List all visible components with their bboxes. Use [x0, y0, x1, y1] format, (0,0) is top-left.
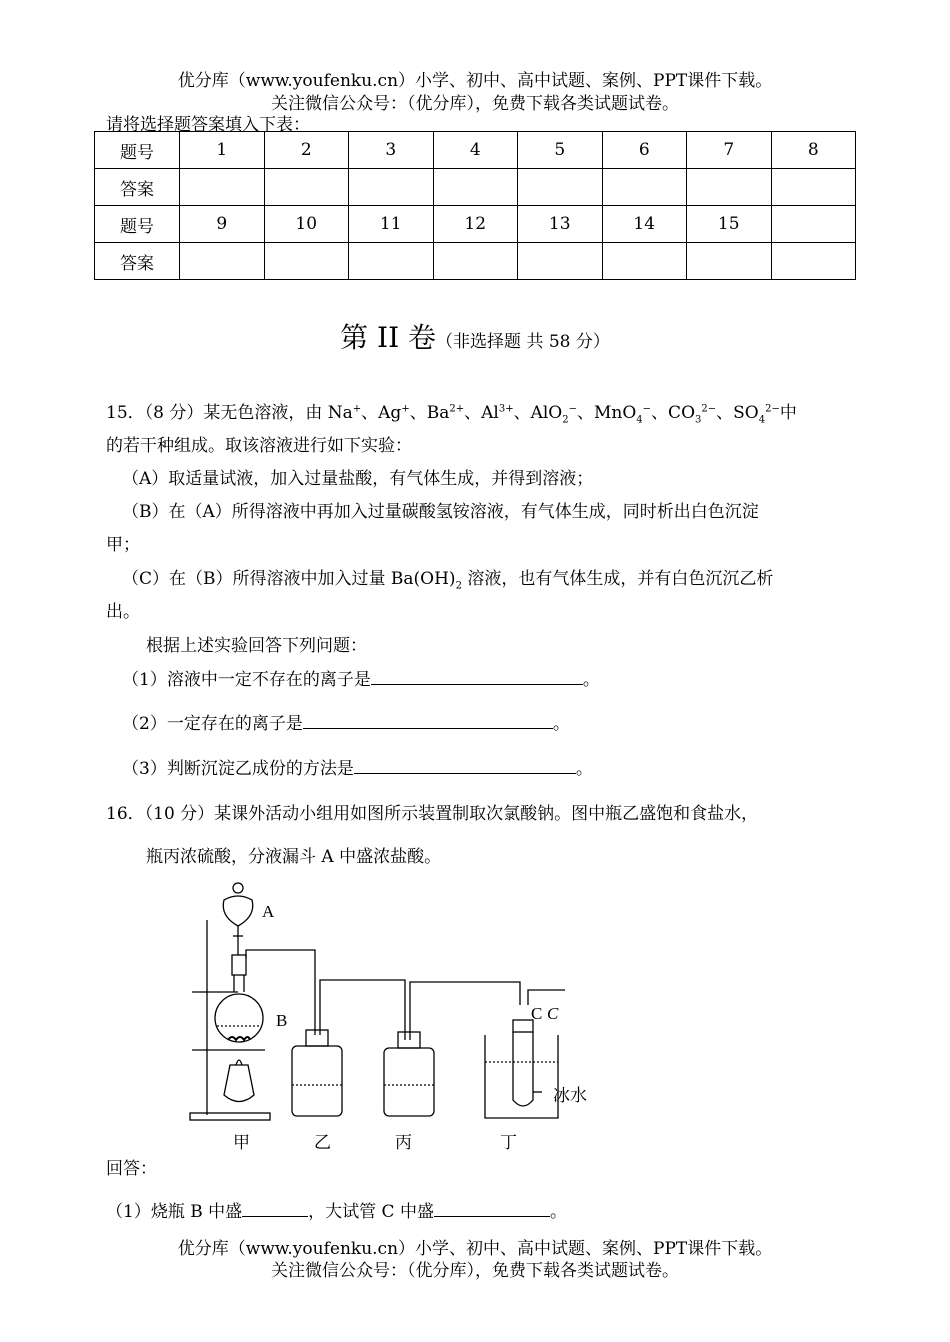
- answer-cell[interactable]: [433, 243, 518, 280]
- bottle-bing: [384, 1048, 434, 1116]
- question-number-cell: 13: [518, 206, 603, 243]
- label-yi: 乙: [314, 1133, 331, 1152]
- question-number-cell: 11: [349, 206, 434, 243]
- question-number-cell: 3: [349, 132, 434, 169]
- answer-cell[interactable]: [349, 243, 434, 280]
- question-number-cell: 4: [433, 132, 518, 169]
- section-title-main: 第 II 卷: [340, 321, 437, 354]
- funnel-stopper: [233, 883, 243, 893]
- label-ding: 丁: [500, 1133, 517, 1152]
- q15-line-2: 的若干种组成。取该溶液进行如下实验：: [106, 436, 412, 456]
- answer-cell[interactable]: [518, 243, 603, 280]
- label-tube-c-2: C: [547, 1004, 559, 1023]
- bottle-yi-stopper: [306, 1030, 328, 1046]
- bottle-yi: [292, 1046, 342, 1116]
- q15-step-a: （A）取适量试液，加入过量盐酸，有气体生成，并得到溶液；: [122, 469, 594, 489]
- question-number-cell: 6: [602, 132, 687, 169]
- answer-cell[interactable]: [180, 169, 265, 206]
- q15-question-1: （1）溶液中一定不存在的离子是 。: [122, 665, 600, 690]
- bottle-bing-stopper: [398, 1032, 420, 1048]
- answer-cell[interactable]: [771, 169, 856, 206]
- tube-2: [320, 980, 405, 1040]
- q16-question-1: （1）烧瓶 B 中盛 ，大试管 C 中盛 。: [106, 1197, 567, 1222]
- header-line-1: 优分库（www.youfenku.cn）小学、初中、高中试题、案例、PPT课件下载。: [177, 71, 773, 91]
- row-label: 题号: [95, 206, 180, 243]
- answer-blank[interactable]: [371, 666, 583, 685]
- question-number-cell: 12: [433, 206, 518, 243]
- question-number-cell: 10: [264, 206, 349, 243]
- question-number-cell: 14: [602, 206, 687, 243]
- q15-intro: 15．（8 分）某无色溶液，由 Na+、Ag+、$Ba^{2+}$、$Al^{3+}$、AlO$_2$−、MnO$_4$−、$CO_3^{2-}$、$SO_4^{2-}$中: [106, 403, 797, 426]
- label-tube-c: C: [531, 1004, 543, 1023]
- table-row: [95, 243, 856, 280]
- table-row: [95, 206, 856, 243]
- table-row: [95, 169, 856, 206]
- answer-cell[interactable]: [349, 169, 434, 206]
- q15-step-b-2: 甲；: [106, 535, 140, 555]
- answer-cell[interactable]: [602, 243, 687, 280]
- answer-table: [94, 131, 856, 280]
- answer-cell[interactable]: [264, 243, 349, 280]
- label-flask-b: B: [276, 1011, 288, 1030]
- answer-cell[interactable]: [771, 243, 856, 280]
- label-ice-water: 冰水: [553, 1086, 587, 1105]
- q15-question-3: （3）判断沉淀乙成份的方法是 。: [122, 754, 593, 779]
- q15-question-2: （2）一定存在的离子是 。: [122, 709, 570, 734]
- row-label: 题号: [95, 132, 180, 169]
- q15-step-b-1: （B）在（A）所得溶液中再加入过量碳酸氢铵溶液，有气体生成，同时析出白色沉淀: [122, 502, 759, 522]
- q16-line-1: 16．（10 分）某课外活动小组用如图所示装置制取次氯酸钠。图中瓶乙盛饱和食盐水，: [106, 804, 759, 824]
- section-title: [0, 316, 950, 356]
- answer-cell[interactable]: [687, 243, 772, 280]
- answer-blank[interactable]: [434, 1198, 550, 1217]
- q16-answer-prompt: 回答：: [106, 1159, 157, 1179]
- question-number-cell: 2: [264, 132, 349, 169]
- answer-cell[interactable]: [433, 169, 518, 206]
- label-bing: 丙: [395, 1133, 412, 1152]
- label-jia: 甲: [233, 1133, 250, 1152]
- funnel-bulb: [223, 896, 252, 926]
- tube-4: [528, 990, 565, 1005]
- answer-cell[interactable]: [180, 243, 265, 280]
- flask-b: [215, 994, 263, 1042]
- row-label: 答案: [95, 243, 180, 280]
- question-number-cell: 15: [687, 206, 772, 243]
- footer-line-2: 关注微信公众号：（优分库），免费下载各类试题试卷。: [271, 1261, 679, 1281]
- answer-cell[interactable]: [687, 169, 772, 206]
- question-number-cell: 8: [771, 132, 856, 169]
- q16-line-2: 瓶丙浓硫酸，分液漏斗 A 中盛浓盐酸。: [146, 847, 442, 867]
- flask-stopper: [232, 955, 246, 975]
- answer-cell[interactable]: [518, 169, 603, 206]
- section-title-sub: （非选择题 共 58 分）: [436, 332, 610, 352]
- answer-blank[interactable]: [303, 710, 553, 729]
- question-number-cell: 9: [180, 206, 265, 243]
- answer-cell[interactable]: [602, 169, 687, 206]
- q15-prompt: 根据上述实验回答下列问题：: [146, 636, 367, 656]
- question-number-cell: [771, 206, 856, 243]
- test-tube-stopper: [513, 1020, 533, 1032]
- table-instruction: 请将选择题答案填入下表：: [106, 115, 310, 135]
- stand-base: [190, 1113, 270, 1120]
- label-funnel-a: A: [262, 902, 275, 921]
- q15-step-c-1: （C）在（B）所得溶液中加入过量 $Ba(OH)_2$ 溶液，也有气体生成，并有白色沉沉乙析: [122, 569, 774, 592]
- answer-blank[interactable]: [242, 1198, 308, 1217]
- question-number-cell: 5: [518, 132, 603, 169]
- footer-line-1: 优分库（www.youfenku.cn）小学、初中、高中试题、案例、PPT课件下载。: [177, 1239, 773, 1259]
- tube-3: [410, 982, 520, 1040]
- answer-cell[interactable]: [264, 169, 349, 206]
- table-row: [95, 132, 856, 169]
- alcohol-lamp: [224, 1065, 254, 1102]
- header-line-2: 关注微信公众号：（优分库），免费下载各类试题试卷。: [271, 94, 679, 114]
- question-number-cell: 7: [687, 132, 772, 169]
- test-tube-c: [513, 1032, 533, 1106]
- row-label: 答案: [95, 169, 180, 206]
- question-number-cell: 1: [180, 132, 265, 169]
- answer-blank[interactable]: [354, 755, 576, 774]
- q15-step-c-2: 出。: [106, 602, 140, 622]
